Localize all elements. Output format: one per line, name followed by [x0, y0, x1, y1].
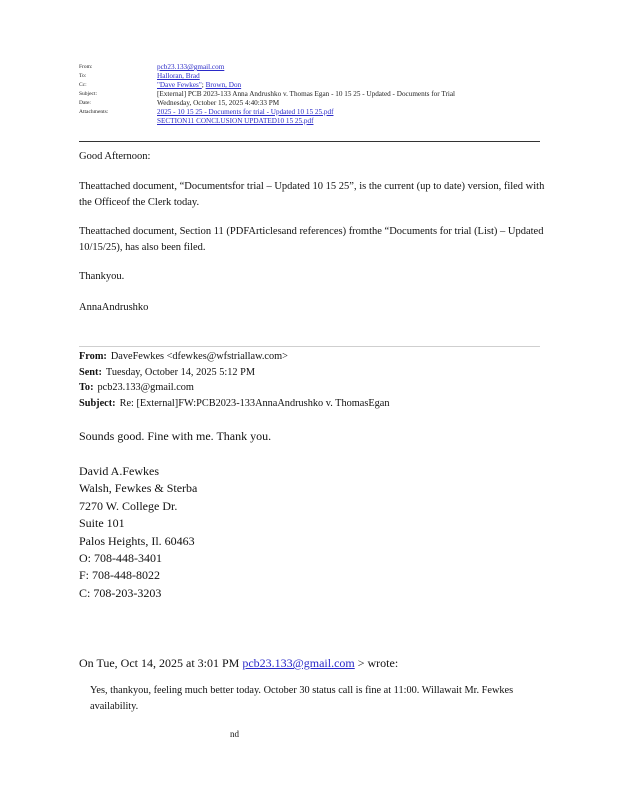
forwarded-from-value: DaveFewkes <dfewkes@wfstriallaw.com> [110, 351, 288, 362]
header-date-label: Date: [79, 100, 91, 106]
header-attachments-label: Attachments: [79, 109, 109, 115]
forwarded-subject-label: Subject: [79, 397, 116, 409]
header-date-value: Wednesday, October 15, 2025 4:40:33 PM [157, 99, 280, 107]
message-paragraph-1: Theattached document, “Documentsfor trial – Updated 10 15 25”, is the current (up to date) version, filed with the Officeof the Clerk today. [79, 181, 545, 208]
forwarded-sent-value: Tuesday, October 14, 2025 5:12 PM [105, 366, 256, 378]
header-cc-link-1[interactable]: "Dave Fewkes" [157, 81, 202, 89]
forwarded-sent-label: Sent: [79, 366, 102, 378]
header-from-label: From: [79, 64, 93, 70]
quoted-header-email-link[interactable]: pcb23.133@gmail.com [242, 656, 355, 670]
message-signature: AnnaAndrushko [79, 302, 149, 313]
attachment-link-2[interactable]: SECTION11 CONCLUSION UPDATED10 15 25.pdf [157, 117, 314, 125]
forwarded-from-row [79, 349, 549, 365]
attachment-link-1[interactable]: 2025 - 10 15 25 - Documents for trial - Updated 10 15 25.pdf [157, 108, 334, 116]
quoted-header-suffix: > wrote: [357, 656, 399, 670]
header-divider [79, 141, 540, 142]
signature-office-phone: O: 708-448-3401 [79, 551, 162, 566]
message-greeting: Good Afternoon: [79, 151, 151, 162]
signature-name: David A.Fewkes [79, 464, 159, 478]
quoted-body: Yes, thankyou, feeling much better today. October 30 status call is fine at 11:00. Willawait Mr. Fewkes availability. [90, 685, 514, 712]
forwarded-from-label: From: [79, 351, 107, 362]
forwarded-header [79, 349, 549, 411]
header-date-row [79, 99, 539, 108]
message-paragraph-2: Theattached document, Section 11 (PDFArticlesand references) fromthe “Documents for trial (List) – Updated 10/15/25), has also been filed. [79, 226, 544, 253]
forwarded-to-row [79, 380, 549, 396]
header-to-label: To: [79, 73, 87, 79]
header-cc-link-2[interactable]: Brown, Don [205, 81, 242, 89]
quoted-header-prefix: On Tue, Oct 14, 2025 at 3:01 PM [79, 656, 240, 670]
forward-divider [79, 346, 540, 347]
signature-city: Palos Heights, Il. 60463 [79, 533, 195, 548]
message-thanks: Thankyou. [79, 271, 125, 282]
forwarded-sent-row [79, 365, 549, 381]
signature-address-line-1: 7270 W. College Dr. [79, 498, 178, 513]
header-from-link[interactable]: pcb23.133@gmail.com [157, 63, 225, 71]
header-cc-separator: ; [201, 81, 206, 89]
reply-body: Sounds good. Fine with me. Thank you. [79, 429, 272, 443]
signature-address-line-2: Suite 101 [79, 516, 125, 531]
header-cc-row [79, 81, 539, 90]
header-subject-row [79, 90, 539, 99]
signature-fax: F: 708-448-8022 [79, 568, 160, 583]
email-header [79, 63, 539, 126]
forwarded-subject-row [79, 396, 549, 412]
quoted-header [79, 655, 398, 671]
header-cc-label: Cc: [79, 82, 87, 88]
forwarded-to-value: pcb23.133@gmail.com [97, 382, 194, 393]
header-from-row [79, 63, 539, 72]
header-attachments-row [79, 108, 539, 117]
header-attachments-row-2 [79, 117, 539, 126]
forwarded-to-label: To: [79, 382, 94, 393]
footnote-fragment: nd [230, 729, 239, 739]
signature-cell-phone: C: 708-203-3203 [79, 585, 162, 600]
header-to-link[interactable]: Halloran, Brad [157, 72, 200, 80]
forwarded-subject-value: Re: [External]FW:PCB2023-133AnnaAndrushko v. ThomasEgan [119, 397, 390, 409]
reply-signature-block [79, 463, 197, 602]
header-to-row [79, 72, 539, 81]
signature-firm: Walsh, Fewkes & Sterba [79, 481, 198, 496]
header-subject-value: [External] PCB 2023-133 Anna Andrushko v. Thomas Egan - 10 15 25 - Updated - Documents for Trial [157, 90, 456, 98]
header-subject-label: Subject: [79, 91, 98, 97]
